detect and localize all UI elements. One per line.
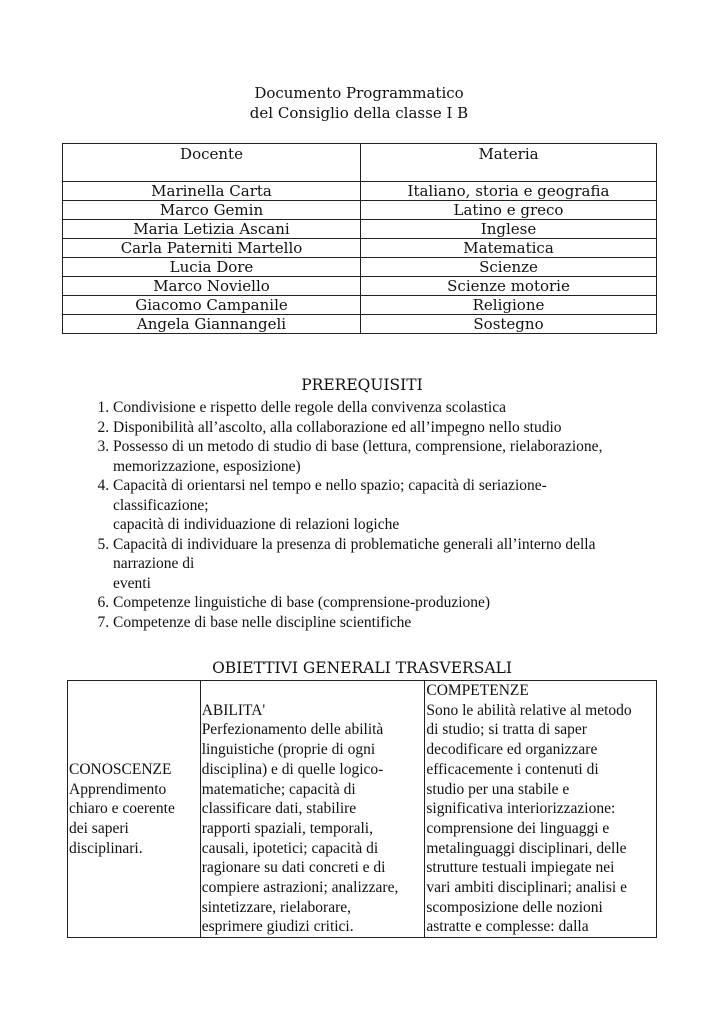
materia-cell: Sostegno [361,315,657,334]
list-item: 3. Possesso di un metodo di studio di base (lettura, comprensione, rielaborazione, memorizzazione, esposizione) [113,437,703,476]
table-row [63,220,657,239]
materia-cell: Italiano, storia e geografia [361,182,657,201]
obiettivi-table [67,680,657,938]
docente-cell: Angela Giannangeli [63,315,361,334]
table-row [63,296,657,315]
materia-cell: Religione [361,296,657,315]
list-item: 2. Disponibilità all’ascolto, alla collaborazione ed all’impegno nello studio [113,418,703,438]
materia-cell: Scienze [361,258,657,277]
conoscenze-heading: CONOSCENZE [69,760,172,778]
abilita-cell: ABILITA' Perfezionamento delle abilità linguistiche (proprie di ogni disciplina) e di quelle logico- matematiche; capacità di classificare dati, stabilire rapporti spaziali, temporali, causali, ipotetici; capacità di ragionare su dati concreti e di compiere astrazioni; analizzare, sintetizzare, rielaborare, esprimere giudizi critici. [200,681,425,938]
list-item: 5. Capacità di individuare la presenza di problematiche generali all’interno della narrazione di eventi [113,535,703,594]
list-item: 6. Competenze linguistiche di base (comprensione-produzione) [113,593,703,613]
title-line-1: Documento Programmatico [254,84,464,102]
teachers-table [62,143,657,334]
table-row [63,239,657,258]
docente-cell: Marco Noviello [63,277,361,296]
materia-cell: Inglese [361,220,657,239]
materia-cell: Matematica [361,239,657,258]
obiettivi-heading: OBIETTIVI GENERALI TRASVERSALI [212,659,512,677]
competenze-heading: COMPETENZE [426,682,529,699]
abilita-heading: ABILITA' [201,701,266,719]
list-item: 4. Capacità di orientarsi nel tempo e nello spazio; capacità di seriazione- classificazione; capacità di individuazione di relazioni logiche [113,476,703,535]
list-item: 1. Condivisione e rispetto delle regole della convivenza scolastica [113,398,703,418]
table-row [63,258,657,277]
table-row [63,315,657,334]
conoscenze-cell: CONOSCENZE Apprendimento chiaro e coerente dei saperi disciplinari. [68,681,201,938]
prerequisiti-heading: PREREQUISITI [301,376,423,394]
teachers-table-header [63,144,657,182]
docente-cell: Carla Paterniti Martello [63,239,361,258]
competenze-cell: COMPETENZE Sono le abilità relative al metodo di studio; si tratta di saper decodificare ed organizzare efficacemente i contenuti di studio per una stabile e significativa interiorizzazione: comprensione dei linguaggi e metalinguaggi disciplinari, delle strutture testuali impiegate nei vari ambiti disciplinari; analisi e scomposizione delle nozioni astratte e complesse: dalla [425,681,657,938]
docente-cell: Lucia Dore [63,258,361,277]
header-docente: Docente [63,144,361,182]
list-item: 7. Competenze di base nelle discipline scientifiche [113,613,703,633]
table-row [63,277,657,296]
document-title [62,83,656,123]
prerequisiti-list [80,398,703,632]
header-materia: Materia [361,144,657,182]
title-line-2: del Consiglio della classe I B [249,104,469,122]
table-row [68,681,657,938]
docente-cell: Marco Gemin [63,201,361,220]
table-row [63,201,657,220]
docente-cell: Maria Letizia Ascani [63,220,361,239]
docente-cell: Marinella Carta [63,182,361,201]
table-row [63,182,657,201]
materia-cell: Scienze motorie [361,277,657,296]
docente-cell: Giacomo Campanile [63,296,361,315]
materia-cell: Latino e greco [361,201,657,220]
